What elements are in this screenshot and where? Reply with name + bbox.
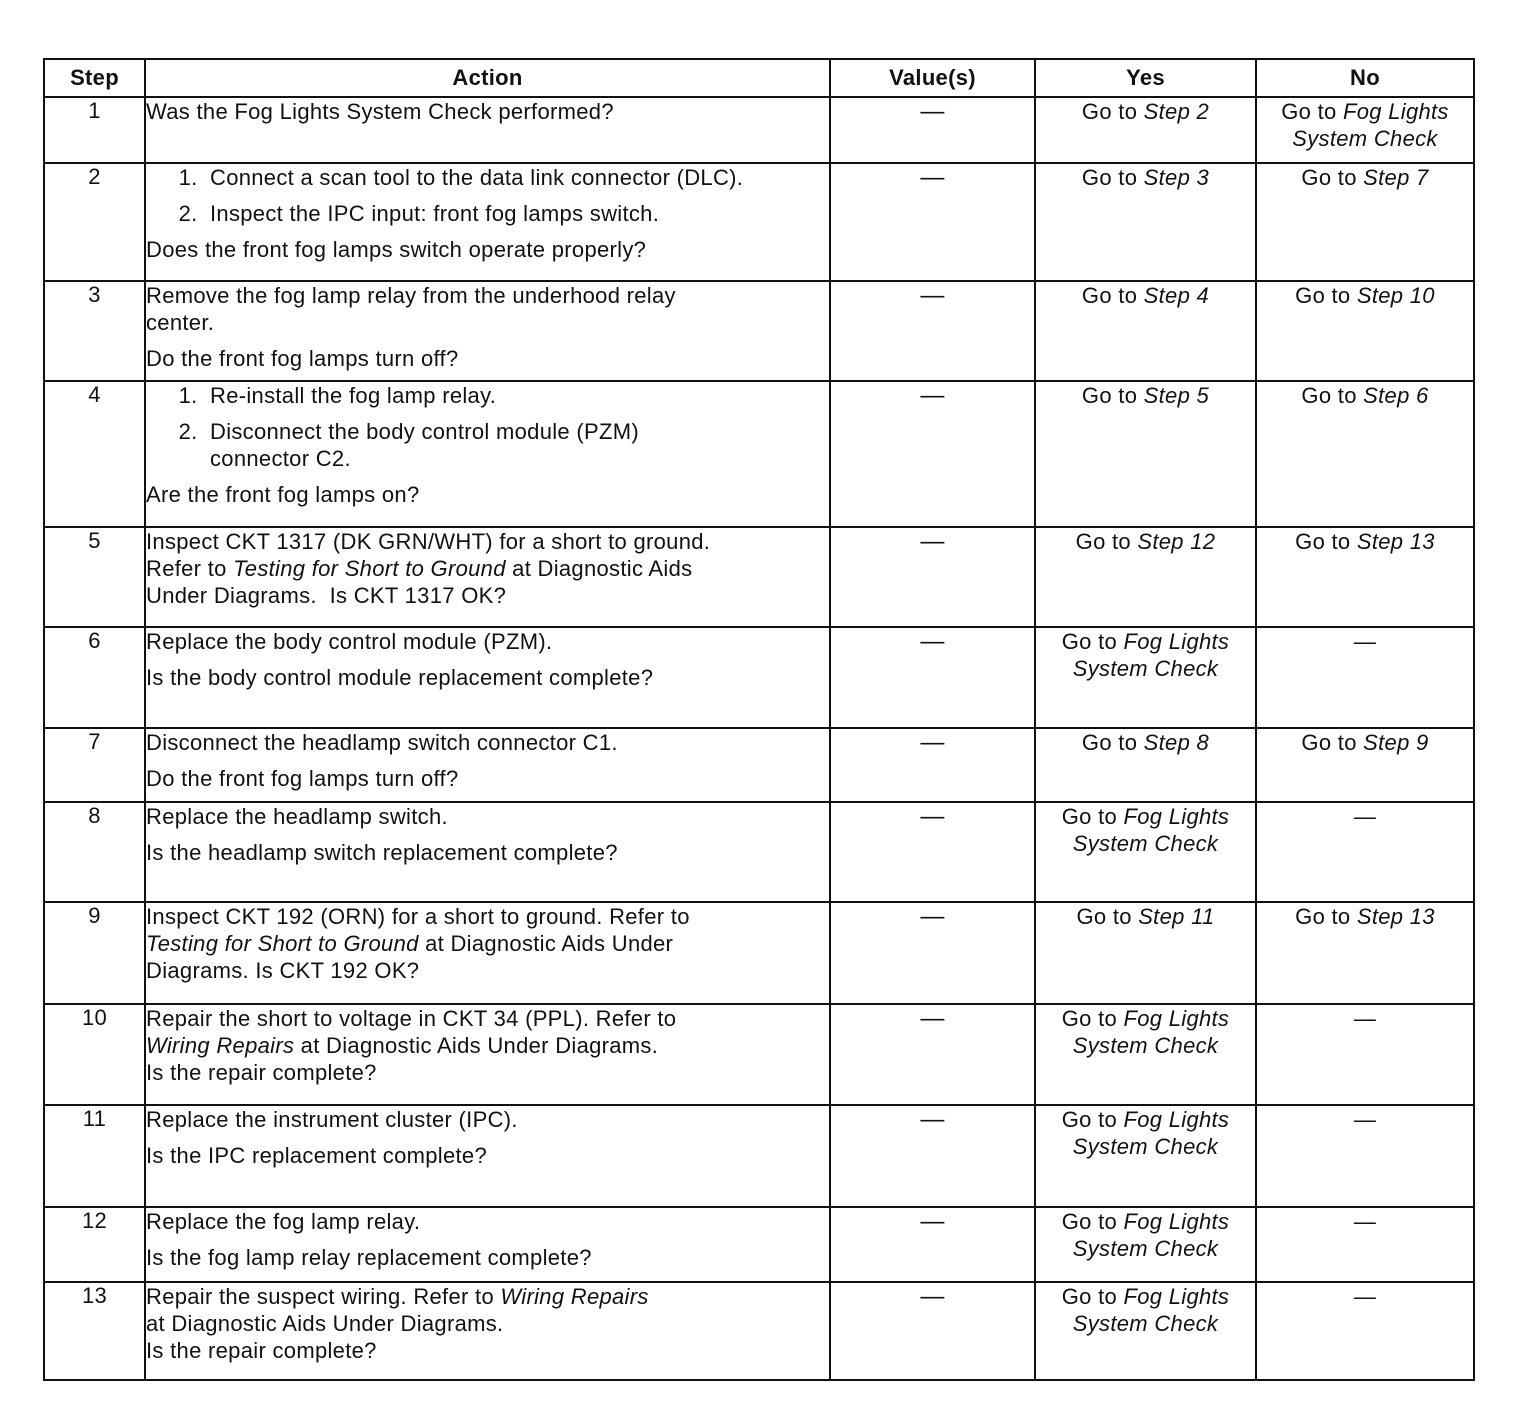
action-cell xyxy=(145,97,830,163)
table-row xyxy=(44,1282,1474,1380)
no-cell: Go to Step 13 xyxy=(1256,527,1474,627)
action-text: Inspect CKT 192 (ORN) for a short to ground. Refer to xyxy=(146,904,690,929)
no-cell: Go to Fog Lights System Check xyxy=(1256,97,1474,163)
yes-cell: Go to Fog Lights System Check xyxy=(1035,1282,1256,1380)
value-cell: — xyxy=(830,1282,1035,1380)
value-cell: — xyxy=(830,97,1035,163)
no-cell: — xyxy=(1256,802,1474,902)
yes-cell: Go to Step 5 xyxy=(1035,381,1256,527)
yes-cell: Go to Step 4 xyxy=(1035,281,1256,381)
yes-cell: Go to Step 11 xyxy=(1035,902,1256,1004)
action-text: Refer to Testing for Short to Ground at Diagnostic Aids xyxy=(146,556,693,581)
step-number: 4 xyxy=(44,381,145,527)
no-cell: Go to Step 6 xyxy=(1256,381,1474,527)
action-cell xyxy=(145,627,830,728)
action-text: Diagrams. Is CKT 192 OK? xyxy=(146,958,420,983)
action-text: Is the fog lamp relay replacement complete? xyxy=(146,1245,592,1270)
step-number: 3 xyxy=(44,281,145,381)
yes-cell: Go to Step 8 xyxy=(1035,728,1256,802)
action-text: at Diagnostic Aids Under Diagrams. xyxy=(146,1311,504,1336)
header-step: Step xyxy=(44,59,145,97)
no-cell: — xyxy=(1256,1282,1474,1380)
step-number: 5 xyxy=(44,527,145,627)
action-text: Is the headlamp switch replacement complete? xyxy=(146,840,618,865)
step-number: 11 xyxy=(44,1105,145,1207)
step-number: 12 xyxy=(44,1207,145,1282)
value-cell: — xyxy=(830,163,1035,281)
no-cell: Go to Step 13 xyxy=(1256,902,1474,1004)
table-row xyxy=(44,802,1474,902)
header-values: Value(s) xyxy=(830,59,1035,97)
list-item: 2. Disconnect the body control module (PZM) connector C2. xyxy=(204,418,704,472)
value-cell: — xyxy=(830,802,1035,902)
table-row xyxy=(44,527,1474,627)
action-cell xyxy=(145,381,830,527)
action-text: Wiring Repairs at Diagnostic Aids Under Diagrams. xyxy=(146,1033,659,1058)
yes-cell: Go to Fog Lights System Check xyxy=(1035,1207,1256,1282)
action-text: Repair the short to voltage in CKT 34 (PPL). Refer to xyxy=(146,1006,677,1031)
action-cell xyxy=(145,1105,830,1207)
yes-cell: Go to Fog Lights System Check xyxy=(1035,1004,1256,1105)
action-cell xyxy=(145,163,830,281)
no-cell: Go to Step 7 xyxy=(1256,163,1474,281)
yes-cell: Go to Fog Lights System Check xyxy=(1035,1105,1256,1207)
header-row xyxy=(44,59,1474,97)
action-text: Was the Fog Lights System Check performed? xyxy=(146,99,614,124)
action-cell xyxy=(145,1004,830,1105)
header-action: Action xyxy=(145,59,830,97)
action-text: Remove the fog lamp relay from the underhood relay center. xyxy=(146,283,676,335)
action-text: Replace the instrument cluster (IPC). xyxy=(146,1107,518,1132)
action-text: Testing for Short to Ground at Diagnostic Aids Under xyxy=(146,931,674,956)
table-row xyxy=(44,627,1474,728)
value-cell: — xyxy=(830,281,1035,381)
step-number: 10 xyxy=(44,1004,145,1105)
no-cell: — xyxy=(1256,1004,1474,1105)
table-row xyxy=(44,381,1474,527)
table-row xyxy=(44,1207,1474,1282)
value-cell: — xyxy=(830,627,1035,728)
action-cell xyxy=(145,728,830,802)
no-cell: — xyxy=(1256,1207,1474,1282)
table-row xyxy=(44,1105,1474,1207)
no-cell: — xyxy=(1256,1105,1474,1207)
action-text: Inspect CKT 1317 (DK GRN/WHT) for a short to ground. xyxy=(146,529,711,554)
value-cell: — xyxy=(830,527,1035,627)
value-cell: — xyxy=(830,1105,1035,1207)
header-yes: Yes xyxy=(1035,59,1256,97)
table-row xyxy=(44,281,1474,381)
list-item: 1. Re-install the fog lamp relay. xyxy=(204,382,704,409)
value-cell: — xyxy=(830,1207,1035,1282)
table-row xyxy=(44,902,1474,1004)
yes-cell: Go to Step 12 xyxy=(1035,527,1256,627)
list-item: 2. Inspect the IPC input: front fog lamps switch. xyxy=(204,200,829,227)
action-cell xyxy=(145,1282,830,1380)
value-cell: — xyxy=(830,902,1035,1004)
no-cell: Go to Step 9 xyxy=(1256,728,1474,802)
action-cell xyxy=(145,1207,830,1282)
value-cell: — xyxy=(830,728,1035,802)
action-text: Do the front fog lamps turn off? xyxy=(146,346,459,371)
action-text: Under Diagrams. Is CKT 1317 OK? xyxy=(146,583,507,608)
action-text: Is the repair complete? xyxy=(146,1060,377,1085)
yes-cell: Go to Step 2 xyxy=(1035,97,1256,163)
step-number: 13 xyxy=(44,1282,145,1380)
no-cell: Go to Step 10 xyxy=(1256,281,1474,381)
action-text: Replace the headlamp switch. xyxy=(146,804,448,829)
table-row xyxy=(44,1004,1474,1105)
yes-cell: Go to Step 3 xyxy=(1035,163,1256,281)
table-row xyxy=(44,728,1474,802)
action-text: Do the front fog lamps turn off? xyxy=(146,766,459,791)
action-list xyxy=(146,382,704,472)
action-text: Disconnect the headlamp switch connector C1. xyxy=(146,730,618,755)
table-row xyxy=(44,97,1474,163)
action-text: Replace the fog lamp relay. xyxy=(146,1209,421,1234)
action-text: Is the repair complete? xyxy=(146,1338,377,1363)
step-number: 8 xyxy=(44,802,145,902)
action-text: Replace the body control module (PZM). xyxy=(146,629,553,654)
step-number: 2 xyxy=(44,163,145,281)
action-text: Is the body control module replacement complete? xyxy=(146,665,654,690)
action-text: Repair the suspect wiring. Refer to Wiring Repairs xyxy=(146,1284,649,1309)
action-cell xyxy=(145,802,830,902)
step-number: 1 xyxy=(44,97,145,163)
step-number: 9 xyxy=(44,902,145,1004)
action-cell xyxy=(145,902,830,1004)
header-no: No xyxy=(1256,59,1474,97)
yes-cell: Go to Fog Lights System Check xyxy=(1035,627,1256,728)
action-cell xyxy=(145,281,830,381)
action-cell xyxy=(145,527,830,627)
value-cell: — xyxy=(830,1004,1035,1105)
step-number: 6 xyxy=(44,627,145,728)
action-text: Are the front fog lamps on? xyxy=(146,482,420,507)
action-text: Does the front fog lamps switch operate properly? xyxy=(146,237,647,262)
no-cell: — xyxy=(1256,627,1474,728)
diagnostic-table xyxy=(43,58,1475,1381)
action-text: Is the IPC replacement complete? xyxy=(146,1143,487,1168)
value-cell: — xyxy=(830,381,1035,527)
table-row xyxy=(44,163,1474,281)
yes-cell: Go to Fog Lights System Check xyxy=(1035,802,1256,902)
step-number: 7 xyxy=(44,728,145,802)
action-list xyxy=(146,164,829,227)
list-item: 1. Connect a scan tool to the data link connector (DLC). xyxy=(204,164,829,191)
